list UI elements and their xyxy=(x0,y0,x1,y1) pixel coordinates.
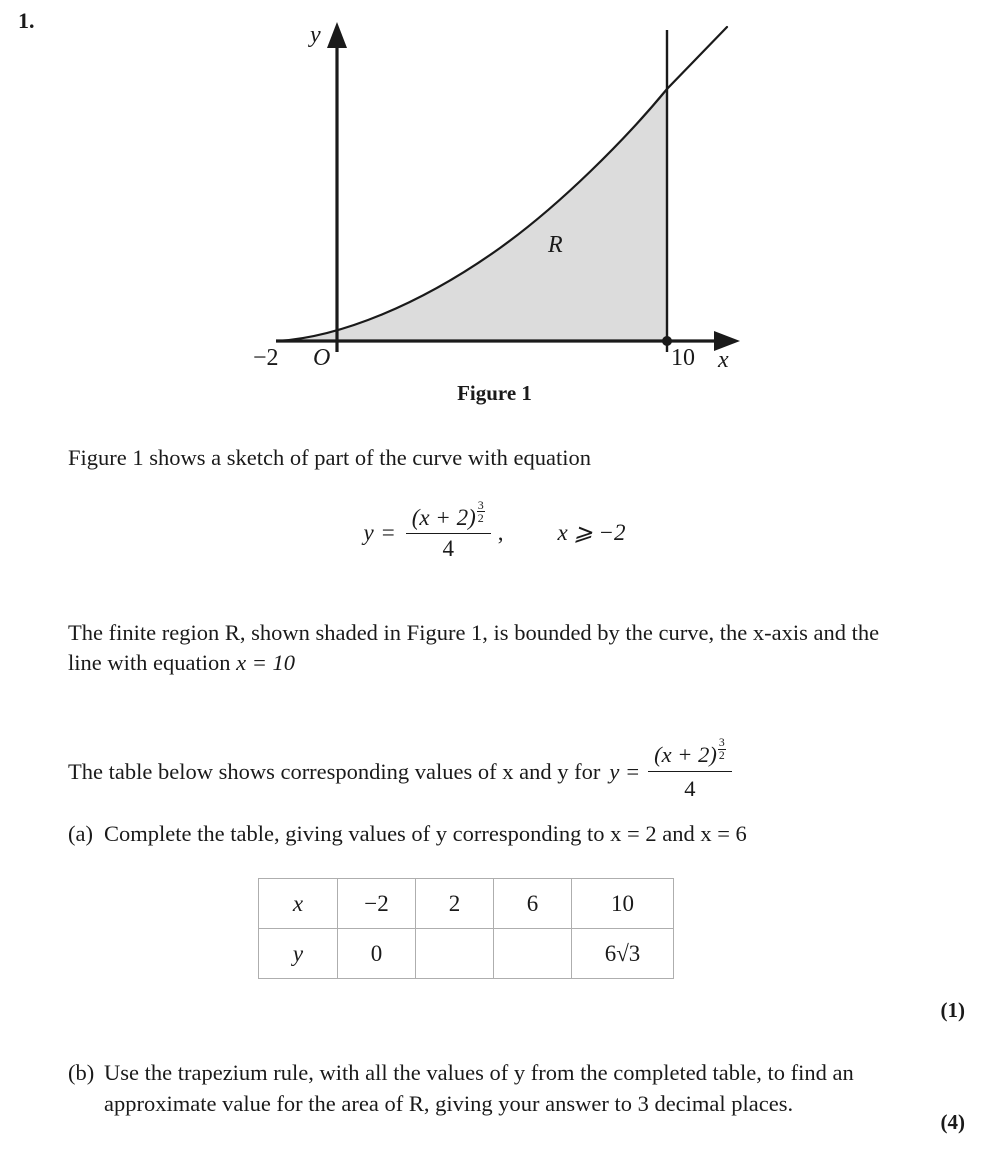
part-a-marks: (1) xyxy=(940,998,965,1022)
figure-svg xyxy=(0,0,989,375)
equation-domain-condition: x ⩾ −2 xyxy=(557,520,626,546)
region-paragraph-line1: The finite region R, shown shaded in Figure 1, is bounded by the curve, the x-axis and the xyxy=(68,620,880,645)
table-row-x-header: x xyxy=(259,879,338,929)
table-paragraph-exponent xyxy=(718,737,726,762)
table-cell-y-1: 0 xyxy=(338,929,416,979)
displayed-equation xyxy=(0,497,989,562)
equation-comma: , xyxy=(497,520,504,546)
question-number: 1. xyxy=(18,8,35,33)
y-axis-label: y xyxy=(310,22,321,48)
table-paragraph-numerator xyxy=(648,736,732,772)
table-paragraph-exponent-numerator: 3 xyxy=(718,736,725,750)
part-a xyxy=(68,818,978,849)
equation-numerator xyxy=(406,497,491,534)
part-a-text: Complete the table, giving values of y corresponding to x = 2 and x = 6 xyxy=(104,821,747,846)
part-a-label: (a) xyxy=(68,821,93,846)
part-b xyxy=(68,1057,978,1119)
exponent-numerator: 3 xyxy=(477,497,484,512)
exponent-denominator: 2 xyxy=(477,511,484,526)
part-b-marks: (4) xyxy=(940,1110,965,1134)
part-b-text: Use the trapezium rule, with all the values of y from the completed table, to find an approximate value for the area of R, giving your answer to 3 decimal places. xyxy=(104,1060,854,1116)
values-table[interactable] xyxy=(258,878,674,979)
table-row-x xyxy=(259,879,674,929)
table-paragraph-text: The table below shows corresponding values of x and y for xyxy=(68,759,601,784)
region-paragraph-line2-math: x = 10 xyxy=(236,650,296,675)
region-paragraph-line2-prefix: line with equation xyxy=(68,650,237,675)
table-cell-x-2: 2 xyxy=(416,879,494,929)
equation-fraction xyxy=(406,497,491,562)
table-cell-x-4: 10 xyxy=(572,879,674,929)
table-cell-y-4: 6√3 xyxy=(572,929,674,979)
equation-equals: = xyxy=(381,520,395,546)
figure-1-graph xyxy=(0,0,989,375)
region-label-R: R xyxy=(548,232,563,258)
numerator-base: (x + 2) xyxy=(411,505,476,530)
equation-lhs: y xyxy=(363,520,374,546)
table-cell-y-3-blank[interactable] xyxy=(494,929,572,979)
table-cell-x-1: −2 xyxy=(338,879,416,929)
y-axis-arrow-icon xyxy=(327,22,347,48)
table-paragraph-denominator: 4 xyxy=(684,776,696,801)
table-cell-x-3: 6 xyxy=(494,879,572,929)
equation-denominator: 4 xyxy=(442,535,454,561)
table-paragraph-numerator-base: (x + 2) xyxy=(654,742,717,767)
table-paragraph-y-equals: y = xyxy=(609,759,641,784)
part-b-label: (b) xyxy=(68,1060,95,1085)
table-paragraph-exponent-denominator: 2 xyxy=(718,749,725,763)
exponent-three-halves xyxy=(477,499,485,524)
table-cell-y-2-blank[interactable] xyxy=(416,929,494,979)
origin-label: O xyxy=(313,345,331,371)
region-paragraph-line2 xyxy=(68,648,978,678)
table-paragraph-fraction xyxy=(648,736,732,804)
table-paragraph xyxy=(68,736,978,804)
x-axis-label: x xyxy=(718,347,729,373)
x-tick-label-10: 10 xyxy=(671,345,695,371)
x-tick-label-minus2: −2 xyxy=(253,345,279,371)
table-row-y xyxy=(259,929,674,979)
table-row-y-header: y xyxy=(259,929,338,979)
intro-paragraph: Figure 1 shows a sketch of part of the curve with equation xyxy=(68,445,591,470)
figure-caption: Figure 1 xyxy=(457,381,532,405)
